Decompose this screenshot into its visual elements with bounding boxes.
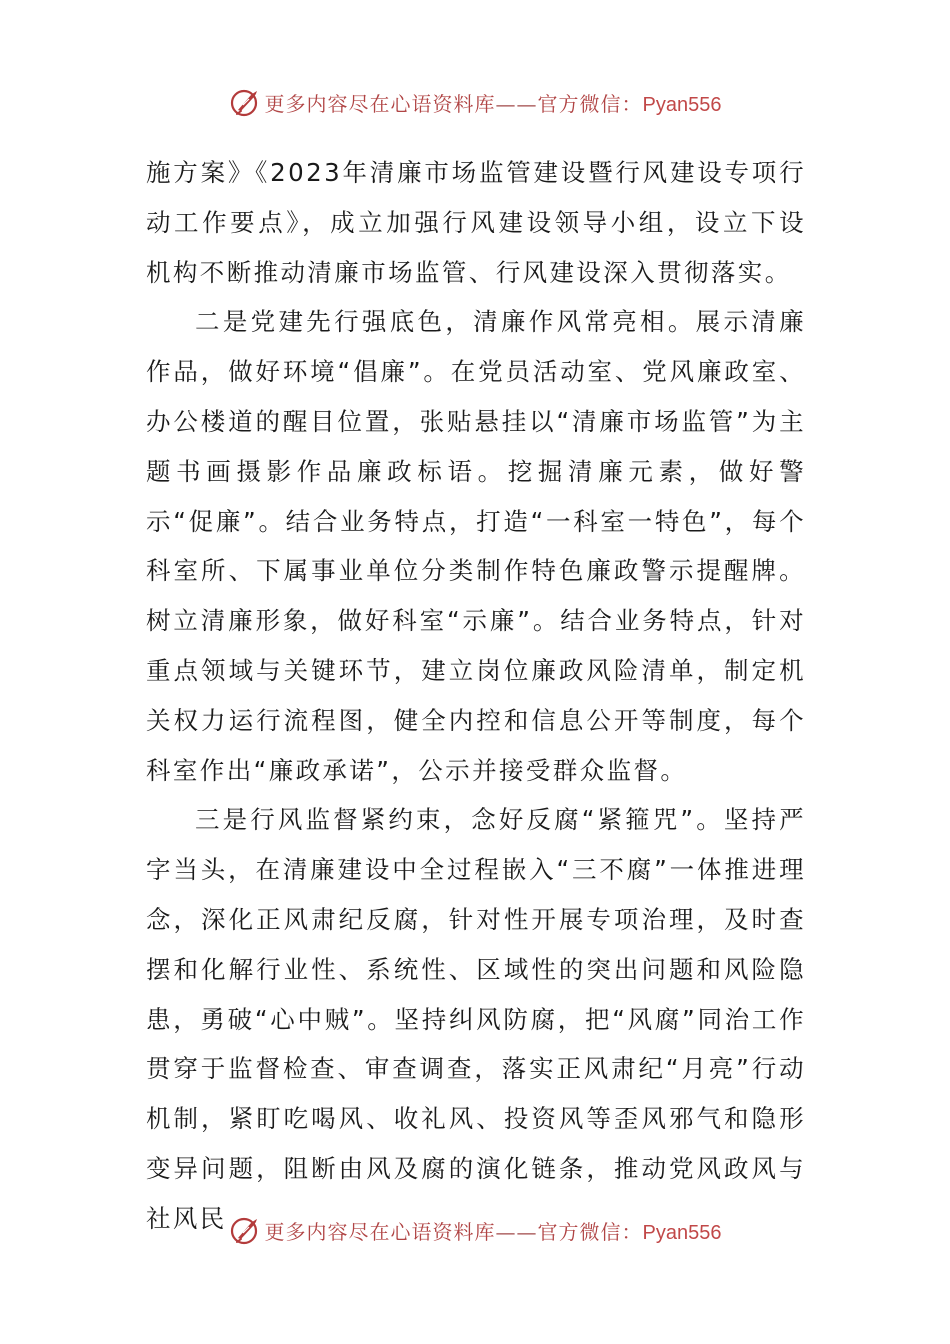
watermark-official: 官方微信： xyxy=(537,91,643,116)
document-body xyxy=(146,148,806,1244)
paragraph-conduct-supervision: 三是行风监督紧约束，念好反腐“紧箍咒”。坚持严字当头，在清廉建设中全过程嵌入“三不腐”一体推进理念，深化正风肃纪反腐，针对性开展专项治理，及时查摆和化解行业性、系统性、区域性的突出问题和风险隐患，勇破“心中贼”。坚持纠风防腐，把“风腐”同治工作贯穿于监督检查、审查调查，落实正风肃纪“月亮”行动机制，紧盯吃喝风、收礼风、投资风等歪风邪气和隐形变异问题，阻断由风及腐的演化链条，推动党风政风与社风民 xyxy=(146,805,806,1233)
watermark-wechat-id: Pyan556 xyxy=(642,93,722,116)
watermark-text xyxy=(265,88,722,117)
paragraph-party-building: 二是党建先行强底色，清廉作风常亮相。展示清廉作品，做好环境“倡廉”。在党员活动室、党风廉政室、办公楼道的醒目位置，张贴悬挂以“清廉市场监管”为主题书画摄影作品廉政标语。挖掘清廉元素，做好警示“促廉”。结合业务特点，打造“一科室一特色”，每个科室所、下属事业单位分类制作特色廉政警示提醒牌。树立清廉形象，做好科室“示廉”。结合业务特点，针对重点领域与关键环节，建立岗位廉政风险清单，制定机关权力运行流程图，健全内控和信息公开等制度，每个科室作出“廉政承诺”，公示并接受群众监督。 xyxy=(146,307,806,785)
watermark-official: 官方微信： xyxy=(537,1219,643,1244)
watermark-dash: —— xyxy=(495,91,538,116)
watermark-text xyxy=(265,1216,722,1245)
watermark-label: 更多内容尽在心语资料库 xyxy=(264,1219,496,1244)
footer-watermark xyxy=(0,1210,950,1250)
header-watermark xyxy=(0,82,950,122)
paragraph-continuation: 施方案》《2023年清廉市场监管建设暨行风建设专项行动工作要点》，成立加强行风建设领导小组，设立下设机构不断推动清廉市场监管、行风建设深入贯彻落实。 xyxy=(146,158,806,287)
quill-logo-icon xyxy=(229,86,261,118)
watermark-wechat-id: Pyan556 xyxy=(642,1221,722,1244)
quill-logo-icon xyxy=(229,1214,261,1246)
watermark-dash: —— xyxy=(495,1219,538,1244)
watermark-label: 更多内容尽在心语资料库 xyxy=(264,91,496,116)
